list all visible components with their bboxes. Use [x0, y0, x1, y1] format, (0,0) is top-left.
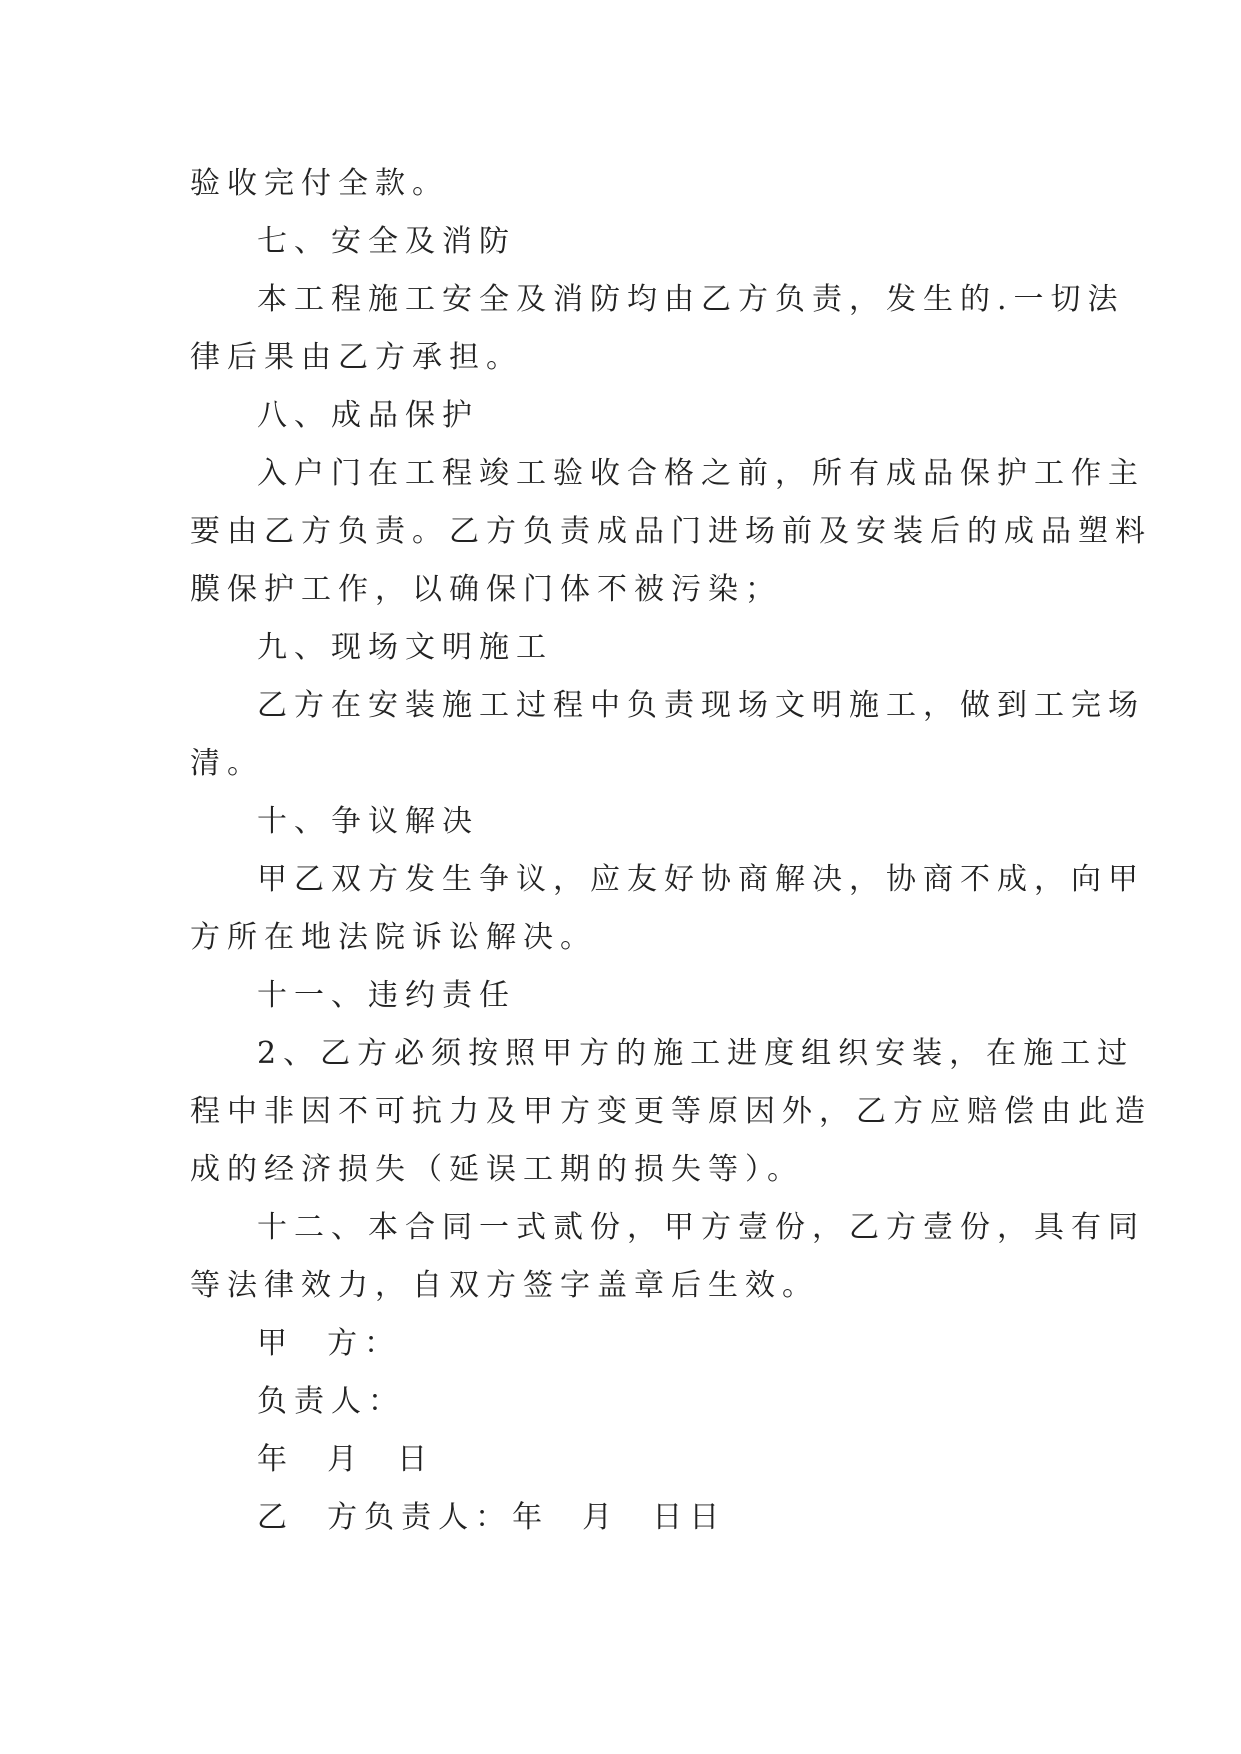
text-line-safety-2: 律后果由乙方承担。	[190, 340, 523, 375]
signature-responsible-person: 负责人：	[257, 1384, 405, 1419]
text-line-copies-1: 十二、本合同一式贰份，甲方壹份，乙方壹份，具有同	[257, 1210, 1145, 1245]
text-line-protection-1: 入户门在工程竣工验收合格之前，所有成品保护工作主	[257, 456, 1145, 491]
section-heading-protection: 八、成品保护	[257, 398, 479, 433]
section-heading-civilized-construction: 九、现场文明施工	[257, 630, 553, 665]
text-line-protection-2: 要由乙方负责。乙方负责成品门进场前及安装后的成品塑料	[190, 514, 1152, 549]
signature-date-a: 年 月 日	[257, 1442, 435, 1477]
text-line-breach-3: 成的经济损失（延误工期的损失等）。	[190, 1152, 804, 1187]
text-line-breach-2: 程中非因不可抗力及甲方变更等原因外，乙方应赔偿由此造	[190, 1094, 1152, 1129]
text-line-civilized-2: 清。	[190, 746, 264, 781]
document-body	[190, 155, 1152, 1547]
signature-party-b: 乙 方负责人：年 月 日日	[257, 1500, 727, 1535]
section-heading-safety: 七、安全及消防	[257, 224, 516, 259]
text-line-civilized-1: 乙方在安装施工过程中负责现场文明施工，做到工完场	[257, 688, 1145, 723]
section-heading-dispute: 十、争议解决	[257, 804, 479, 839]
text-line-breach-1: 2、乙方必须按照甲方的施工进度组织安装，在施工过	[257, 1036, 1135, 1071]
text-line-payment-final: 验收完付全款。	[190, 166, 449, 201]
text-line-dispute-1: 甲乙双方发生争议，应友好协商解决，协商不成，向甲	[257, 862, 1145, 897]
text-line-safety-1: 本工程施工安全及消防均由乙方负责，发生的.一切法	[257, 282, 1125, 317]
section-heading-breach: 十一、违约责任	[257, 978, 516, 1013]
signature-party-a: 甲 方：	[257, 1326, 402, 1361]
text-line-dispute-2: 方所在地法院诉讼解决。	[190, 920, 597, 955]
text-line-copies-2: 等法律效力，自双方签字盖章后生效。	[190, 1268, 819, 1303]
text-line-protection-3: 膜保护工作，以确保门体不被污染；	[190, 572, 782, 607]
